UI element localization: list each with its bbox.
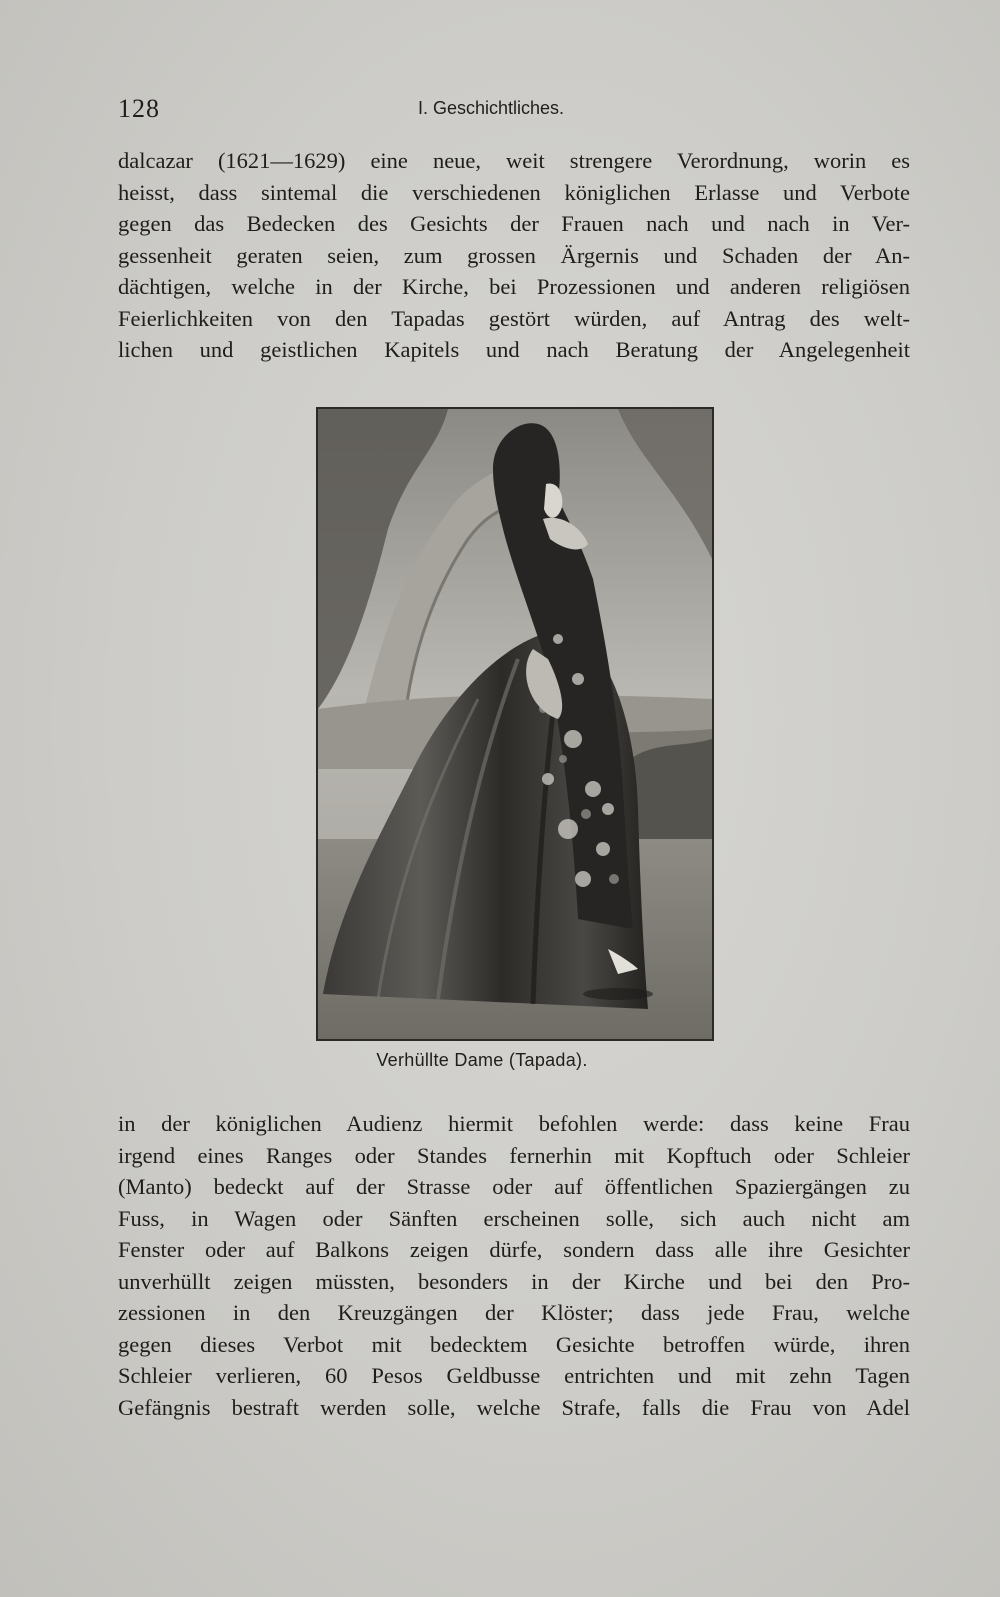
text-line: lichen und geistlichen Kapitels und nach Beratung der Angelegenheit xyxy=(118,337,910,362)
text-line: dalcazar (1621—1629) eine neue, weit strengere Verordnung, worin es xyxy=(118,148,910,173)
text-line: dächtigen, welche in der Kirche, bei Prozessionen und anderen religiösen xyxy=(118,274,910,299)
page-number: 128 xyxy=(118,94,160,123)
text-line: Gefängnis bestraft werden solle, welche Strafe, falls die Frau von Adel xyxy=(118,1394,910,1420)
text-line: Fuss, in Wagen oder Sänften erscheinen solle, sich auch nicht am xyxy=(118,1205,910,1231)
text-line: gessenheit geraten seien, zum grossen Ärgernis und Schaden der An- xyxy=(118,242,910,268)
section-title: I. Geschichtliches. xyxy=(418,98,565,118)
text-line: heisst, dass sintemal die verschiedenen königlichen Erlasse und Verbote xyxy=(118,179,910,205)
body-text-bottom xyxy=(118,1108,910,1423)
text-line: unverhüllt zeigen müssten, besonders in der Kirche und bei den Pro- xyxy=(118,1268,910,1294)
text-line: Schleier verlieren, 60 Pesos Geldbusse entrichten und mit zehn Tagen xyxy=(118,1363,910,1388)
text-line: Feierlichkeiten von den Tapadas gestört würden, auf Antrag des welt- xyxy=(118,305,910,331)
text-line: Fenster oder auf Balkons zeigen dürfe, sondern dass alle ihre Gesichter xyxy=(118,1237,910,1262)
text-line: gegen das Bedecken des Gesichts der Frauen nach und nach in Ver- xyxy=(118,211,910,236)
photograph-illustration xyxy=(318,409,712,1039)
body-text-top xyxy=(118,145,910,366)
text-line: zessionen in den Kreuzgängen der Klöster; dass jede Frau, welche xyxy=(118,1300,910,1325)
running-head xyxy=(118,94,908,128)
text-line: irgend eines Ranges oder Standes fernerhin mit Kopftuch oder Schleier xyxy=(118,1142,910,1168)
figure-caption: Verhüllte Dame (Tapada). xyxy=(376,1050,588,1070)
text-line: in der königlichen Audienz hiermit befohlen werde: dass keine Frau xyxy=(118,1111,910,1136)
tapada-photograph xyxy=(316,407,714,1041)
text-line: (Manto) bedeckt auf der Strasse oder auf öffentlichen Spaziergängen zu xyxy=(118,1174,910,1199)
text-line: gegen dieses Verbot mit bedecktem Gesichte betroffen würde, ihren xyxy=(118,1331,910,1357)
